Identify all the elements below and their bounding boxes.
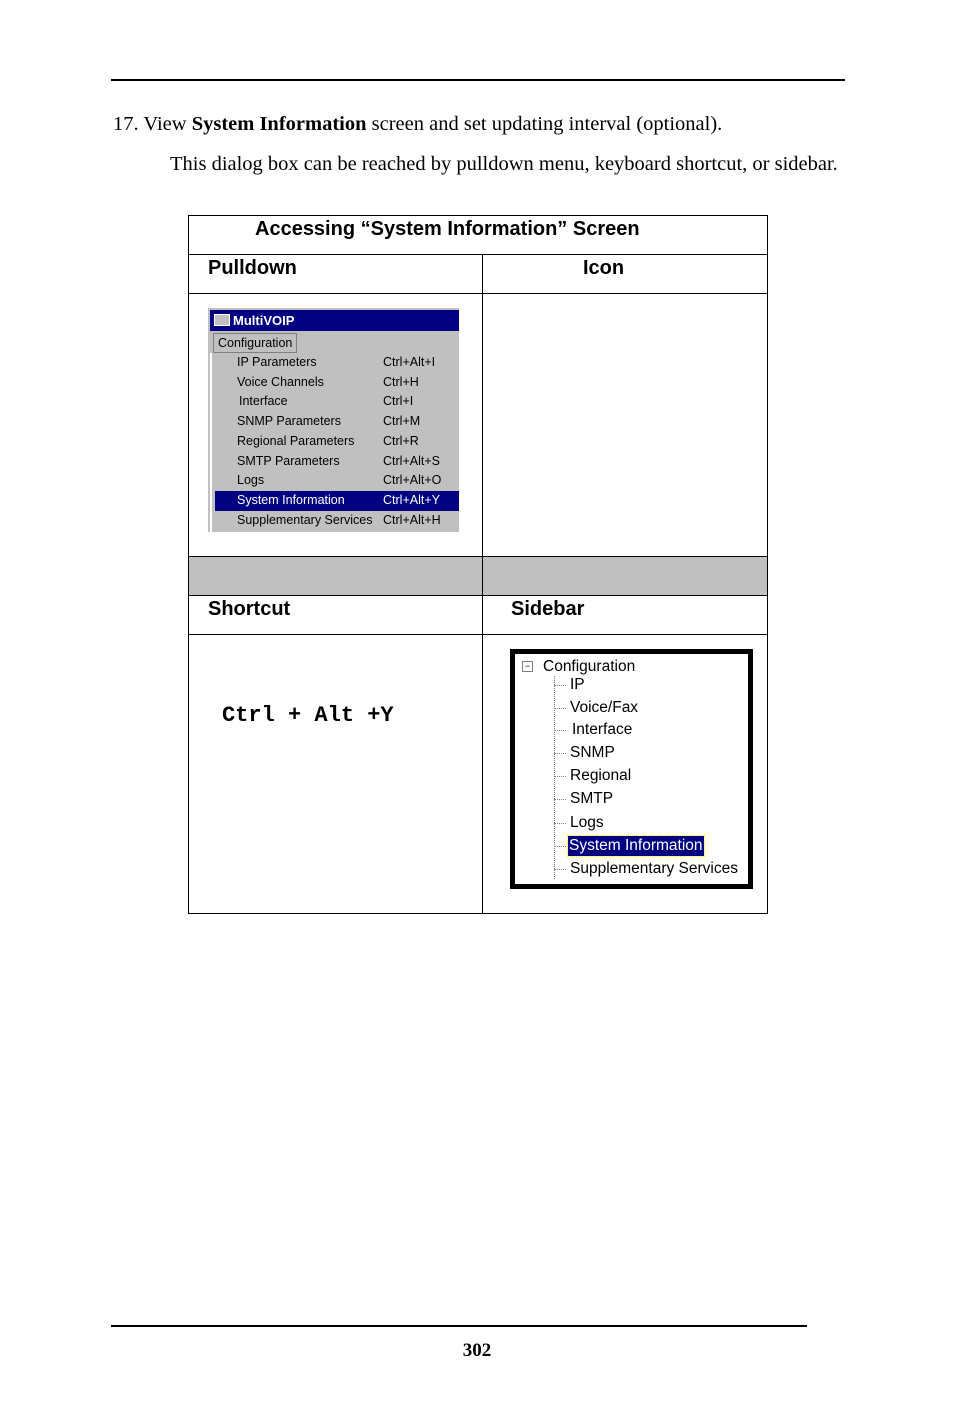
tree-trunk-line	[554, 676, 555, 879]
menu-item-ip-parameters[interactable]	[215, 353, 459, 373]
menu-item-label: IP Parameters	[237, 355, 317, 369]
pulldown-header: Pulldown	[208, 257, 297, 279]
tree-item-label: SNMP	[570, 744, 615, 761]
menu-item-shortcut: Ctrl+Alt+Y	[383, 492, 440, 507]
sidebar-header-cell	[483, 596, 768, 635]
tree-branch-line	[554, 869, 566, 870]
menu-item-shortcut: Ctrl+H	[383, 374, 419, 389]
icon-header-cell	[483, 255, 768, 294]
shortcut-header-cell	[189, 596, 483, 635]
menu-item-label: SNMP Parameters	[237, 414, 341, 429]
step-pre: View	[143, 113, 187, 135]
tree-item-label: Supplementary Services	[570, 860, 738, 877]
pulldown-menu-screenshot	[208, 308, 459, 532]
menu-item-shortcut: Ctrl+Alt+H	[383, 512, 441, 527]
menu-item-shortcut: Ctrl+M	[383, 414, 421, 429]
header-rule	[111, 79, 845, 81]
page-number: 302	[462, 1340, 492, 1361]
sidebar-image-cell	[483, 635, 768, 914]
footer-rule	[111, 1325, 807, 1327]
menu-item-logs[interactable]	[215, 471, 459, 491]
sidebar-tree-screenshot	[510, 649, 753, 889]
sidebar-header: Sidebar	[511, 598, 585, 620]
tree-root-configuration[interactable]: Configuration	[543, 658, 636, 675]
icon-image-cell	[483, 294, 768, 557]
tree-item-label: SMTP	[570, 790, 614, 807]
gray-spacer-right	[483, 557, 768, 596]
configuration-menu-list	[210, 353, 459, 532]
intro-paragraph: This dialog box can be reached by pulldown menu, keyboard shortcut, or sidebar.	[170, 153, 838, 175]
menu-item-shortcut: Ctrl+Alt+I	[383, 355, 436, 369]
menu-item-label: System Information	[237, 492, 345, 507]
tree-branch-line	[554, 753, 566, 754]
keyboard-shortcut: Ctrl + Alt +Y	[222, 703, 394, 728]
tree-branch-line	[554, 776, 566, 777]
menu-item-label: Interface	[239, 394, 288, 409]
tree-branch-line	[554, 823, 566, 824]
menu-item-supplementary-services[interactable]	[215, 511, 459, 531]
tree-branch-line	[554, 708, 566, 709]
gray-spacer-left	[189, 557, 483, 596]
tree-item-label: Logs	[570, 814, 604, 831]
step-instruction	[113, 113, 722, 136]
menu-item-shortcut: Ctrl+Alt+O	[383, 473, 442, 488]
step-bold-term: System Information	[191, 113, 367, 135]
menu-item-system-information[interactable]	[215, 491, 459, 511]
shortcut-cell	[189, 635, 483, 914]
menu-item-voice-channels[interactable]	[215, 373, 459, 393]
tree-item-label: Voice/Fax	[570, 699, 639, 716]
tree-item-label: Interface	[572, 721, 633, 738]
icon-header: Icon	[583, 257, 625, 279]
access-table	[188, 215, 768, 914]
pulldown-header-cell	[189, 255, 483, 294]
menu-item-label: SMTP Parameters	[237, 453, 340, 468]
table-title-cell	[189, 216, 768, 255]
tree-item-label: IP	[570, 676, 585, 693]
step-post: screen and set updating interval (optional).	[371, 113, 723, 135]
app-titlebar	[210, 310, 459, 331]
tree-item-label: Regional	[570, 767, 632, 784]
table-title: Accessing “System Information” Screen	[255, 218, 640, 240]
menu-bar	[210, 331, 459, 353]
menu-item-shortcut: Ctrl+I	[383, 394, 414, 409]
menu-item-shortcut: Ctrl+R	[383, 433, 419, 448]
menu-item-label: Regional Parameters	[237, 433, 355, 448]
app-title: MultiVOIP	[233, 313, 295, 328]
menu-item-label: Supplementary Services	[237, 512, 373, 527]
app-icon	[214, 314, 230, 326]
shortcut-header: Shortcut	[208, 598, 291, 620]
menu-item-smtp-parameters[interactable]	[215, 452, 459, 472]
menu-item-label: Voice Channels	[237, 374, 324, 389]
menu-item-shortcut: Ctrl+Alt+S	[383, 453, 440, 468]
pulldown-image-cell	[189, 294, 483, 557]
configuration-menu[interactable]: Configuration	[213, 333, 297, 353]
menu-item-regional-parameters[interactable]	[215, 432, 459, 452]
menu-item-label: Logs	[237, 473, 265, 488]
tree-item-label: System Information	[569, 837, 703, 854]
collapse-toggle-icon[interactable]: −	[522, 661, 533, 672]
menu-item-interface[interactable]	[215, 392, 459, 412]
tree-branch-line	[554, 799, 566, 800]
menu-item-snmp-parameters[interactable]	[215, 412, 459, 432]
tree-branch-line	[554, 730, 566, 731]
tree-branch-line	[554, 685, 566, 686]
step-number: 17.	[113, 113, 139, 135]
tree-branch-line	[554, 846, 566, 847]
